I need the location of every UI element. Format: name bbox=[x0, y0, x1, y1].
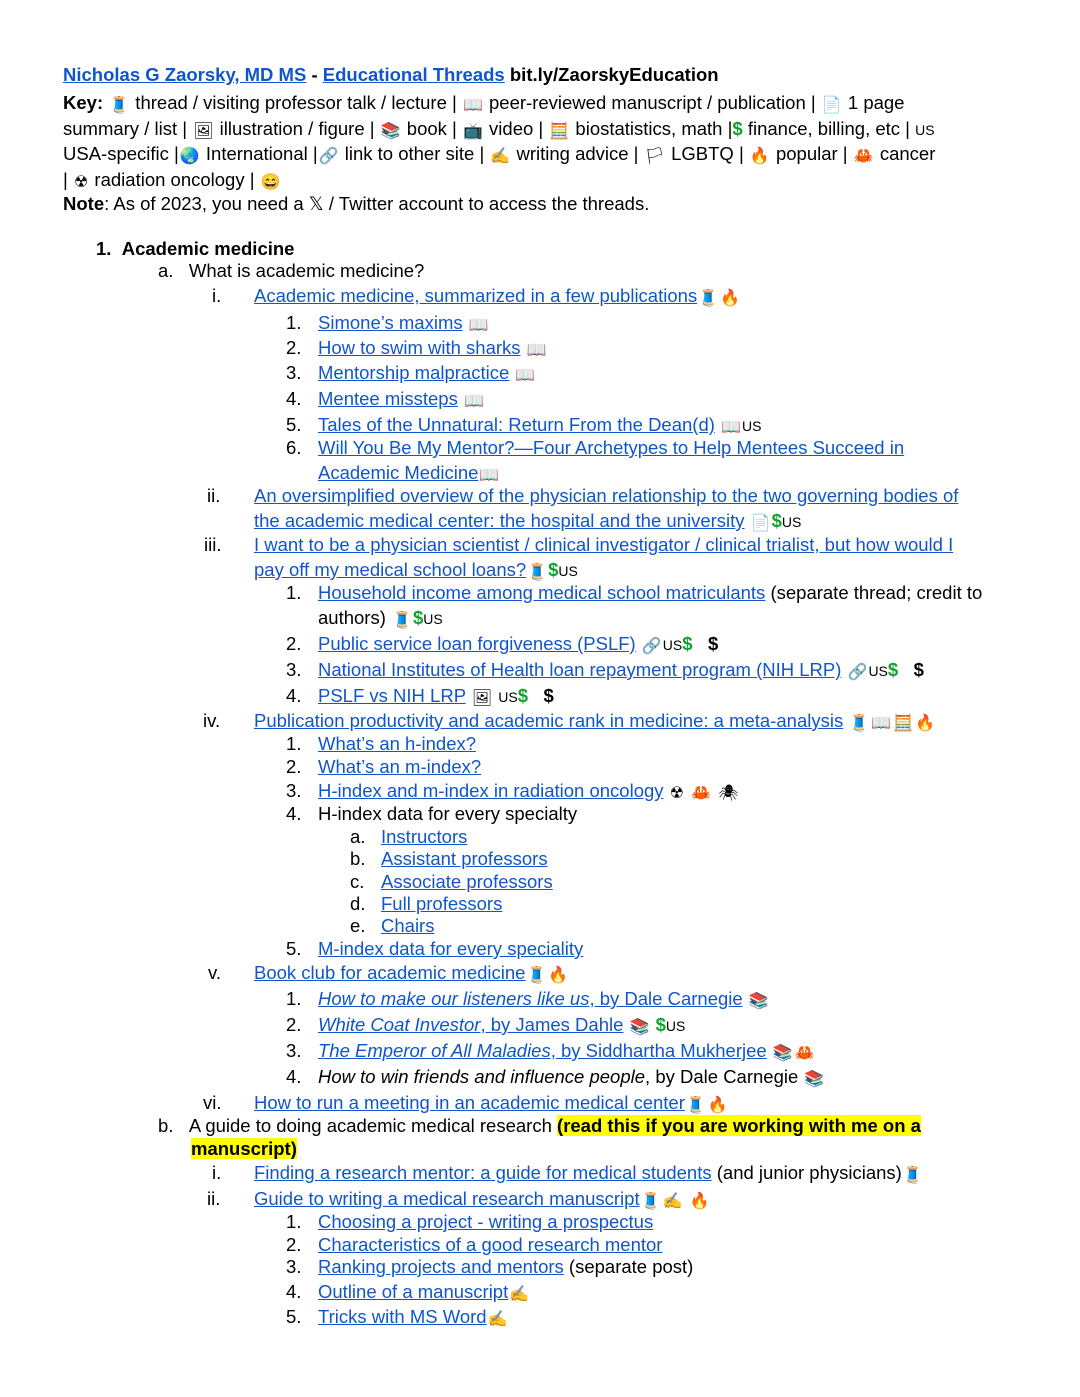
picture-icon: 🖼 bbox=[193, 123, 214, 140]
book-open-icon: 📖 bbox=[721, 419, 741, 436]
book-title: The Emperor of All Maladies bbox=[318, 1040, 551, 1061]
item-title: A guide to doing academic medical research bbox=[188, 1115, 558, 1136]
num-3: 3. bbox=[286, 659, 302, 680]
num-5: 5. bbox=[286, 938, 302, 959]
mentee-missteps-link[interactable]: Mentee missteps bbox=[318, 388, 458, 409]
choosing-project-link[interactable]: Choosing a project - writing a prospectus bbox=[318, 1211, 654, 1232]
num-4: 4. bbox=[286, 685, 302, 706]
thread-icon: 🧵 bbox=[527, 564, 548, 581]
key-label: Key: bbox=[63, 92, 104, 113]
spider-icon: 🕷 bbox=[718, 785, 739, 802]
key-text: book | bbox=[401, 118, 462, 139]
list-item bbox=[318, 336, 548, 360]
list-item bbox=[381, 914, 434, 938]
white-coat-investor-link[interactable] bbox=[318, 1014, 623, 1035]
key-line-3 bbox=[63, 142, 935, 166]
list-item bbox=[381, 847, 548, 871]
num-3: 3. bbox=[286, 1040, 302, 1061]
list-item bbox=[318, 311, 490, 335]
note bbox=[63, 192, 649, 216]
emperor-of-maladies-link[interactable] bbox=[318, 1040, 767, 1061]
key-text: peer-reviewed manuscript / publication | bbox=[483, 92, 821, 113]
list-letter: a. bbox=[158, 260, 174, 281]
ranking-projects-link[interactable]: Ranking projects and mentors bbox=[318, 1256, 564, 1277]
books-icon: 📚 bbox=[772, 1045, 793, 1062]
dollar-icon: $ bbox=[517, 685, 529, 706]
good-mentor-link[interactable]: Characteristics of a good research mentor bbox=[318, 1234, 663, 1255]
book-open-icon: 📖 bbox=[871, 715, 892, 732]
radioactive-icon: ☢ bbox=[669, 785, 685, 802]
item-b-ii bbox=[254, 1187, 711, 1211]
num-4: 4. bbox=[286, 1281, 302, 1302]
physician-scientist-link-2[interactable]: pay off my medical school loans? bbox=[254, 559, 527, 580]
dollar-icon: $ bbox=[412, 607, 424, 628]
list-item bbox=[381, 870, 553, 894]
key-text: link to other site | bbox=[339, 143, 490, 164]
key-line-2 bbox=[63, 117, 935, 142]
book-open-icon: 📖 bbox=[526, 342, 547, 359]
dollar-icon: $ bbox=[655, 1014, 666, 1035]
key-line-1 bbox=[63, 91, 904, 115]
us-icon: US bbox=[741, 418, 762, 434]
ms-word-tricks-link[interactable]: Tricks with MS Word bbox=[318, 1306, 487, 1327]
simones-maxims-link[interactable]: Simone’s maxims bbox=[318, 312, 463, 333]
fire-icon: 🔥 bbox=[915, 715, 936, 732]
key-text: 1 page bbox=[842, 92, 905, 113]
h-index-link[interactable]: What’s an h-index? bbox=[318, 733, 477, 754]
list-item bbox=[318, 1280, 530, 1304]
roman-iv: iv. bbox=[203, 710, 221, 731]
num-2: 2. bbox=[286, 337, 302, 358]
instructors-link[interactable]: Instructors bbox=[381, 826, 468, 847]
header bbox=[63, 63, 719, 87]
list-item bbox=[318, 1065, 825, 1089]
listeners-book-link[interactable] bbox=[318, 988, 743, 1009]
note-text: authors) bbox=[318, 607, 392, 628]
num-3: 3. bbox=[286, 362, 302, 383]
item-ii bbox=[254, 484, 958, 508]
roman-vi: vi. bbox=[203, 1092, 222, 1113]
num-3: 3. bbox=[286, 780, 302, 801]
list-item bbox=[318, 632, 718, 657]
us-icon: US bbox=[498, 689, 518, 705]
crab-icon: 🦀 bbox=[794, 1045, 815, 1062]
thread-icon: 🧵 bbox=[698, 290, 719, 307]
key-text: radiation oncology | bbox=[89, 169, 260, 190]
book-title: White Coat Investor bbox=[318, 1014, 481, 1035]
associate-professors-link[interactable]: Associate professors bbox=[381, 871, 553, 892]
us-icon: US bbox=[781, 514, 802, 530]
short-url: bit.ly/ZaorskyEducation bbox=[504, 64, 719, 85]
note-label: Note bbox=[63, 193, 105, 214]
author-link[interactable]: Nicholas G Zaorsky, MD MS bbox=[63, 64, 307, 85]
item-b bbox=[158, 1114, 921, 1138]
book-club-link[interactable]: Book club for academic medicine bbox=[254, 962, 526, 983]
pslf-vs-nih-lrp-link[interactable]: PSLF vs NIH LRP bbox=[318, 685, 466, 706]
list-item bbox=[318, 1210, 653, 1234]
book-author: , by Siddhartha Mukherjee bbox=[550, 1040, 767, 1061]
link-icon: 🔗 bbox=[318, 148, 339, 165]
fire-icon: 🔥 bbox=[749, 148, 770, 165]
item-title: What is academic medicine? bbox=[188, 260, 425, 281]
letter-e: e. bbox=[350, 915, 366, 936]
note-text: : As of 2023, you need a 𝕏 / Twitter account to access the threads. bbox=[104, 193, 650, 214]
header-dash: - bbox=[306, 64, 323, 85]
radioactive-icon: ☢ bbox=[73, 174, 89, 191]
list-item bbox=[318, 413, 761, 438]
us-icon: US bbox=[662, 637, 683, 653]
picture-icon: 🖼 bbox=[471, 690, 493, 707]
list-item bbox=[318, 987, 770, 1011]
mentorship-malpractice-link[interactable]: Mentorship malpractice bbox=[318, 362, 510, 383]
num-1: 1. bbox=[286, 582, 302, 603]
num-3: 3. bbox=[286, 1256, 302, 1277]
num-1: 1. bbox=[286, 1211, 302, 1232]
us-icon: US bbox=[558, 563, 578, 579]
roman-i: i. bbox=[212, 1162, 222, 1183]
list-item-cont bbox=[318, 606, 443, 631]
book-author: , by Dale Carnegie bbox=[645, 1066, 804, 1087]
thread-icon: 🧵 bbox=[640, 1193, 661, 1210]
dollar-icon: $ bbox=[682, 633, 693, 654]
swim-with-sharks-link[interactable]: How to swim with sharks bbox=[318, 337, 521, 358]
num-5: 5. bbox=[286, 414, 302, 435]
us-icon: US bbox=[665, 1018, 686, 1034]
list-item bbox=[318, 937, 583, 961]
roman-ii: ii. bbox=[207, 485, 221, 506]
key-text: popular | bbox=[770, 143, 853, 164]
dollar-icon: $ bbox=[732, 118, 743, 139]
list-letter: b. bbox=[158, 1115, 174, 1136]
will-you-be-my-mentor-link-2[interactable]: Academic Medicine bbox=[318, 462, 479, 483]
list-item bbox=[318, 755, 481, 779]
key-text: finance, billing, etc | bbox=[742, 118, 916, 139]
governing-bodies-link-2[interactable]: the academic medical center: the hospital and the university bbox=[254, 510, 745, 531]
household-income-link[interactable]: Household income among medical school matriculants bbox=[318, 582, 766, 603]
num-4: 4. bbox=[286, 803, 302, 824]
list-item bbox=[318, 1013, 685, 1038]
books-icon: 📚 bbox=[804, 1071, 825, 1088]
assistant-professors-link[interactable]: Assistant professors bbox=[381, 848, 548, 869]
section-1-heading bbox=[96, 237, 294, 261]
page-icon: 📄 bbox=[821, 97, 842, 114]
note-text: (separate thread; credit to bbox=[765, 582, 983, 603]
num-2: 2. bbox=[286, 1014, 302, 1035]
item-iii-cont bbox=[254, 558, 578, 583]
writing-icon: ✍ bbox=[490, 148, 511, 165]
num-6: 6. bbox=[286, 437, 302, 458]
link-icon: 🔗 bbox=[847, 664, 868, 681]
item-ii-cont bbox=[254, 509, 801, 534]
m-index-link[interactable]: What’s an m-index? bbox=[318, 756, 482, 777]
roman-i: i. bbox=[212, 285, 222, 306]
list-item bbox=[318, 1255, 693, 1279]
num-1: 1. bbox=[286, 733, 302, 754]
roman-ii: ii. bbox=[207, 1188, 221, 1209]
item-i bbox=[254, 284, 741, 308]
list-item bbox=[318, 436, 904, 460]
list-item bbox=[318, 581, 982, 605]
highlight-note: manuscript) bbox=[191, 1138, 297, 1159]
key-text: | bbox=[63, 169, 73, 190]
book-open-icon: 📖 bbox=[462, 97, 483, 114]
heavy-dollar-icon: $ bbox=[543, 685, 554, 706]
heavy-dollar-icon: $ bbox=[707, 633, 719, 654]
book-title: How to win friends and influence people bbox=[318, 1066, 646, 1087]
link-icon: 🔗 bbox=[641, 638, 662, 655]
roman-v: v. bbox=[208, 962, 222, 983]
list-item bbox=[318, 684, 554, 709]
book-open-icon: 📖 bbox=[463, 393, 484, 410]
fire-icon: 🔥 bbox=[707, 1097, 728, 1114]
book-open-icon: 📖 bbox=[468, 317, 489, 334]
num-5: 5. bbox=[286, 1306, 302, 1327]
key-line-4 bbox=[63, 168, 282, 192]
dollar-icon: $ bbox=[771, 510, 782, 531]
physician-scientist-link[interactable]: I want to be a physician scientist / clinical investigator / clinical trialist, but how would I bbox=[254, 534, 954, 555]
list-item bbox=[318, 779, 740, 803]
thread-icon: 🧵 bbox=[902, 1167, 923, 1184]
list-item: H-index data for every specialty bbox=[318, 803, 578, 824]
list-item-cont bbox=[318, 461, 500, 485]
book-open-icon: 📖 bbox=[515, 367, 536, 384]
h-index-rad-onc-link[interactable]: H-index and m-index in radiation oncology bbox=[318, 780, 664, 801]
num-2: 2. bbox=[286, 633, 302, 654]
list-item bbox=[381, 825, 467, 849]
key-text: writing advice | bbox=[511, 143, 644, 164]
list-item bbox=[318, 1039, 816, 1063]
book-author: , by Dale Carnegie bbox=[589, 988, 743, 1009]
heavy-dollar-icon: $ bbox=[913, 659, 924, 680]
list-item bbox=[318, 1233, 662, 1257]
item-iii bbox=[254, 533, 953, 557]
us-icon: US bbox=[423, 611, 443, 627]
list-item bbox=[318, 1305, 509, 1329]
us-icon: US bbox=[868, 663, 888, 679]
governing-bodies-link[interactable]: An oversimplified overview of the physician relationship to the two governing bodies of bbox=[254, 485, 959, 506]
thread-icon: 🧵 bbox=[849, 715, 870, 732]
chairs-link[interactable]: Chairs bbox=[381, 915, 435, 936]
key-text: International | bbox=[200, 143, 318, 164]
list-number: 1. bbox=[96, 238, 112, 259]
fire-icon: 🔥 bbox=[720, 290, 741, 307]
item-a bbox=[158, 259, 424, 283]
list-item bbox=[381, 892, 502, 916]
educational-threads-link[interactable]: Educational Threads bbox=[322, 64, 505, 85]
pslf-link[interactable]: Public service loan forgiveness (PSLF) bbox=[318, 633, 636, 654]
abacus-icon: 🧮 bbox=[549, 123, 570, 140]
key-text: LGBTQ | bbox=[665, 143, 749, 164]
list-item bbox=[318, 387, 485, 411]
publication-productivity-link[interactable]: Publication productivity and academic rank in medicine: a meta-analysis bbox=[254, 710, 844, 731]
item-b-cont bbox=[191, 1137, 297, 1161]
dollar-icon: $ bbox=[548, 559, 559, 580]
letter-a: a. bbox=[350, 826, 366, 847]
key-text: illustration / figure | bbox=[214, 118, 380, 139]
note-text: (separate post) bbox=[563, 1256, 694, 1277]
will-you-be-my-mentor-link[interactable]: Will You Be My Mentor?—Four Archetypes to Help Mentees Succeed in bbox=[318, 437, 905, 458]
key-text: video | bbox=[483, 118, 549, 139]
outline-manuscript-link[interactable]: Outline of a manuscript bbox=[318, 1281, 509, 1302]
letter-c: c. bbox=[350, 871, 365, 892]
tv-icon: 📺 bbox=[462, 123, 483, 140]
books-icon: 📚 bbox=[748, 993, 769, 1010]
letter-d: d. bbox=[350, 893, 366, 914]
num-4: 4. bbox=[286, 388, 302, 409]
section-title: Academic medicine bbox=[121, 238, 295, 259]
tales-unnatural-link[interactable]: Tales of the Unnatural: Return From the Dean(d) bbox=[318, 414, 715, 435]
item-vi bbox=[254, 1091, 729, 1115]
writing-icon: ✍ bbox=[487, 1311, 508, 1328]
us-icon: US bbox=[915, 122, 935, 138]
list-item bbox=[318, 658, 924, 683]
num-4: 4. bbox=[286, 1066, 302, 1087]
crab-icon: 🦀 bbox=[853, 148, 874, 165]
item-iv bbox=[254, 709, 936, 733]
writing-manuscript-link[interactable]: Guide to writing a medical research manuscript bbox=[254, 1188, 640, 1209]
thread-icon: 🧵 bbox=[109, 97, 130, 114]
finding-mentor-link[interactable]: Finding a research mentor: a guide for medical students bbox=[254, 1162, 712, 1183]
key-text: USA-specific | bbox=[63, 143, 179, 164]
roman-iii: iii. bbox=[204, 534, 222, 555]
abacus-icon: 🧮 bbox=[893, 715, 914, 732]
thread-icon: 🧵 bbox=[392, 612, 412, 629]
books-icon: 📚 bbox=[380, 123, 401, 140]
crab-icon: 🦀 bbox=[691, 785, 712, 802]
key-text: cancer bbox=[874, 143, 936, 164]
num-1: 1. bbox=[286, 988, 302, 1009]
dollar-icon: $ bbox=[887, 659, 899, 680]
book-title: How to make our listeners like us bbox=[318, 988, 590, 1009]
item-b-i bbox=[254, 1161, 924, 1185]
m-index-data-link[interactable]: M-index data for every speciality bbox=[318, 938, 584, 959]
thread-icon: 🧵 bbox=[526, 967, 547, 984]
full-professors-link[interactable]: Full professors bbox=[381, 893, 503, 914]
books-icon: 📚 bbox=[629, 1019, 650, 1036]
book-author: , by James Dahle bbox=[480, 1014, 624, 1035]
writing-icon: ✍ bbox=[509, 1286, 530, 1303]
fire-icon: 🔥 bbox=[689, 1193, 710, 1210]
note-text: (and junior physicians) bbox=[711, 1162, 902, 1183]
key-text: summary / list | bbox=[63, 118, 193, 139]
thread-icon: 🧵 bbox=[685, 1097, 706, 1114]
smile-icon: 😄 bbox=[260, 174, 281, 191]
run-a-meeting-link[interactable]: How to run a meeting in an academic medical center bbox=[254, 1092, 685, 1113]
globe-icon: 🌏 bbox=[179, 148, 200, 165]
num-1: 1. bbox=[286, 312, 302, 333]
highlight-note: (read this if you are working with me on a bbox=[557, 1115, 921, 1136]
letter-b: b. bbox=[350, 848, 366, 869]
key-text: thread / visiting professor talk / lecture | bbox=[130, 92, 462, 113]
list-item bbox=[318, 361, 536, 385]
academic-medicine-link[interactable]: Academic medicine, summarized in a few publications bbox=[254, 285, 698, 306]
num-2: 2. bbox=[286, 756, 302, 777]
book-open-icon: 📖 bbox=[479, 467, 500, 484]
key-text: biostatistics, math | bbox=[570, 118, 733, 139]
num-2: 2. bbox=[286, 1234, 302, 1255]
page-icon: 📄 bbox=[750, 515, 771, 532]
list-item bbox=[318, 732, 476, 756]
item-v bbox=[254, 961, 569, 985]
fire-icon: 🔥 bbox=[548, 967, 569, 984]
writing-icon: ✍ bbox=[662, 1193, 683, 1210]
nih-lrp-link[interactable]: National Institutes of Health loan repayment program (NIH LRP) bbox=[318, 659, 842, 680]
rainbow-flag-icon: 🏳 bbox=[644, 148, 665, 165]
